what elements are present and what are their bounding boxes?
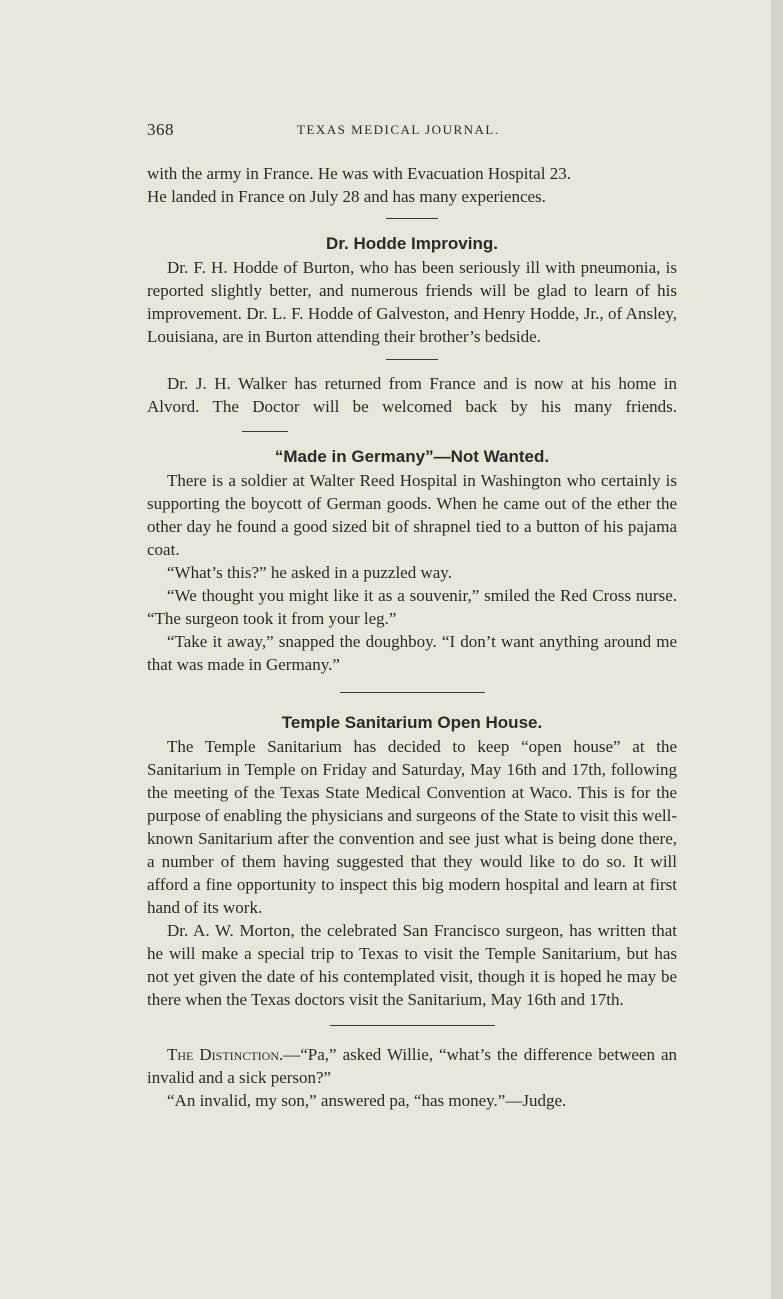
germany-paragraph-3: “We thought you might like it as a souvenir,” smiled the Red Cross nurse. “The surgeon took it from your leg.” [147, 586, 677, 628]
intro-line-1: with the army in France. He was with Evacuation Hospital 23. [147, 164, 571, 183]
germany-paragraph-4: “Take it away,” snapped the doughboy. “I don’t want anything around me that was made in Germany.” [147, 632, 677, 674]
section-divider [386, 359, 438, 360]
joke-paragraph-1 [147, 1043, 677, 1089]
germany-heading: “Made in Germany”—Not Wanted. [274, 447, 550, 466]
journal-title: TEXAS MEDICAL JOURNAL. [297, 122, 500, 137]
intro-line-2: He landed in France on July 28 and has many experiences. [147, 187, 546, 206]
walker-text: Dr. J. H. Walker has returned from France and is now at his home in Alvord. The Doctor will be welcomed back by his many friends. [147, 374, 677, 416]
temple-paragraph-2: Dr. A. W. Morton, the celebrated San Francisco surgeon, has written that he will make a special trip to Texas to visit the Temple Sanitarium, but has not yet given the date of his contemplated visit, though it is hoped he may be there when the Texas doctors visit the Sanitarium, May 16th and 17th. [147, 921, 677, 1009]
page-number: 368 [147, 120, 174, 139]
germany-paragraph-2: “What’s this?” he asked in a puzzled way. [167, 563, 452, 582]
hodde-paragraph: Dr. F. H. Hodde of Burton, who has been seriously ill with pneumonia, is reported slightly better, and numerous friends will be glad to learn of his improvement. Dr. L. F. Hodde of Galveston, and Henry Hodde, Jr., of Ansley, Louisiana, are in Burton attending their brother’s bedside. [147, 258, 677, 346]
temple-heading: Temple Sanitarium Open House. [281, 713, 543, 732]
germany-paragraph-1: There is a soldier at Walter Reed Hospital in Washington who certainly is supporting the boycott of German goods. When he came out of the ether the other day he found a good sized bit of shrapnel tied to a button of his pajama coat. [147, 471, 677, 559]
section-divider [386, 218, 438, 219]
section-divider [330, 1025, 495, 1026]
joke-title: The Distinction. [167, 1045, 284, 1064]
joke-paragraph-2: “An invalid, my son,” answered pa, “has money.”—Judge. [167, 1091, 567, 1110]
page-edge [771, 0, 783, 1299]
section-divider [242, 431, 288, 432]
section-divider [340, 692, 485, 693]
main-column [147, 162, 677, 1112]
walker-paragraph [147, 372, 677, 441]
temple-paragraph-1: The Temple Sanitarium has decided to keep “open house” at the Sanitarium in Temple on Friday and Saturday, May 16th and 17th, following the meeting of the Texas State Medical Convention at Waco. This is for the purpose of enabling the physicians and surgeons of the State to visit this well-known Sanitarium after the convention and see just what is being done there, a number of them having suggested that they would like to do so. It will afford a fine opportunity to inspect this big modern hospital and learn at first hand of its work. [147, 737, 677, 917]
joke-text-1: —“Pa,” asked Willie, “what’s the difference between an invalid and a sick person?” [147, 1045, 677, 1087]
hodde-heading: Dr. Hodde Improving. [326, 234, 498, 253]
